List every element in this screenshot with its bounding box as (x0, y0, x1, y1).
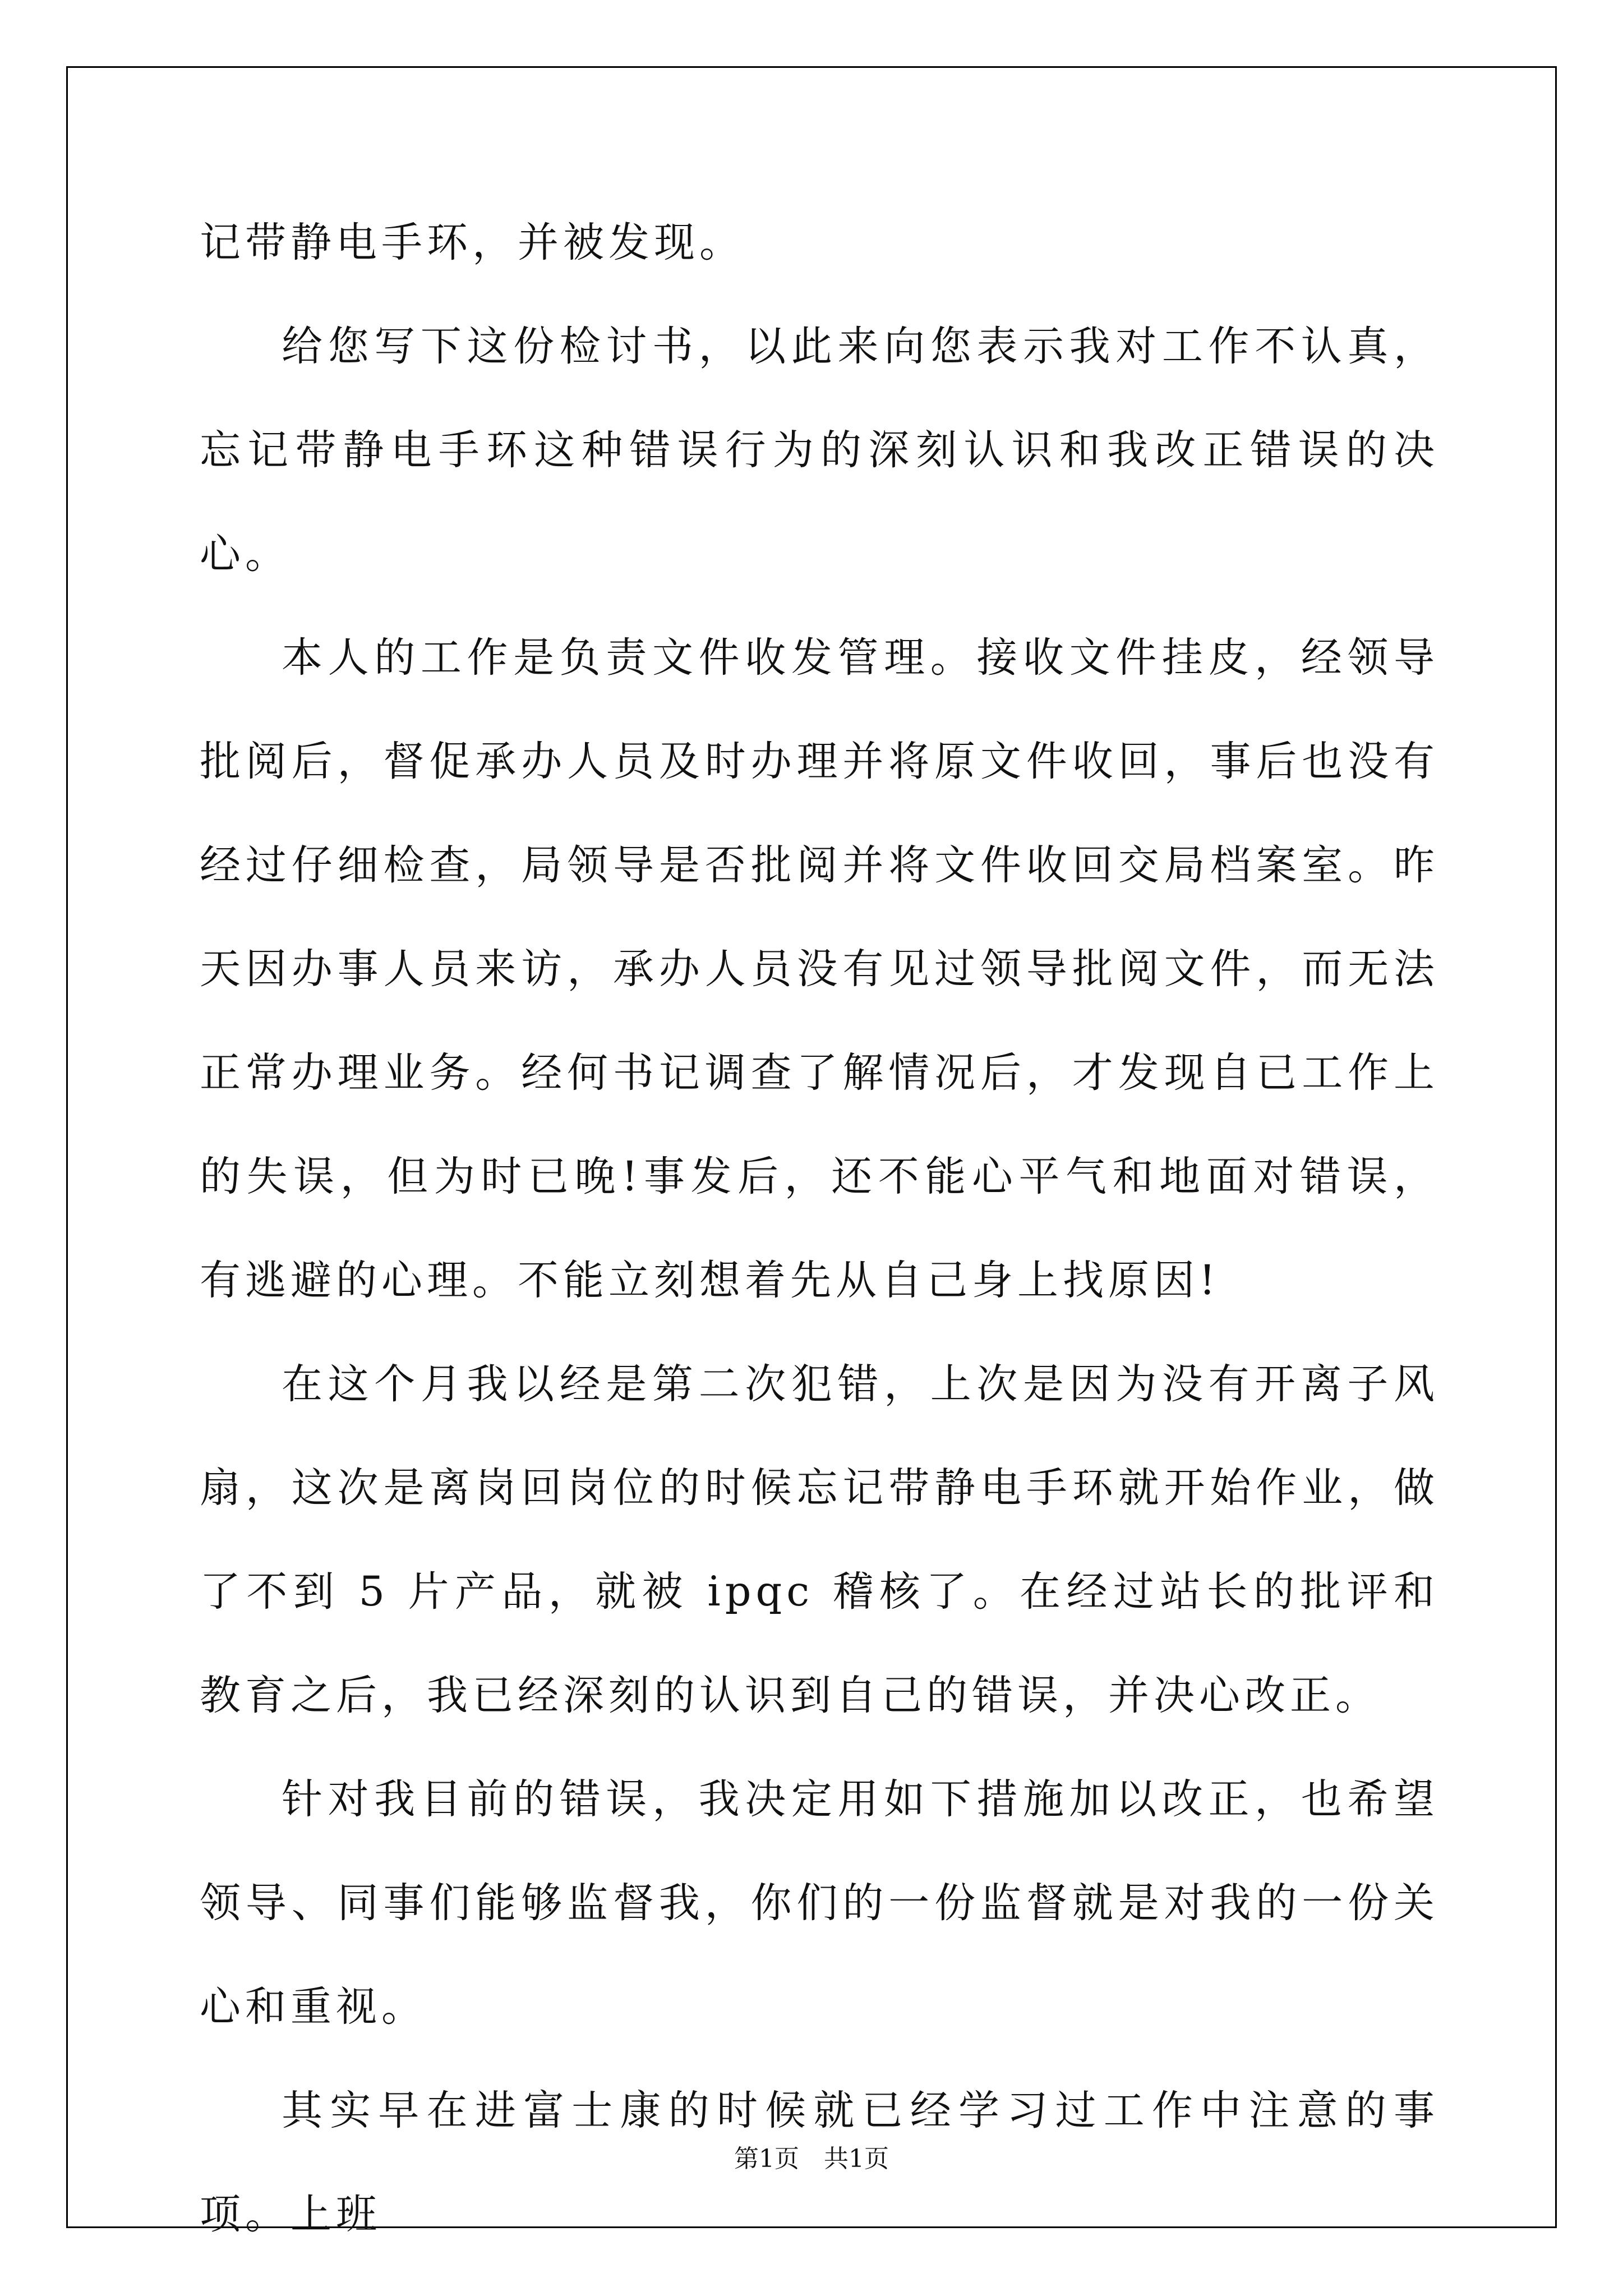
paragraph-5: 针对我目前的错误，我决定用如下措施加以改正，也希望领导、同事们能够监督我，你们的一份监督就是对我的一份关心和重视。 (200, 1775, 1439, 2031)
document-body (200, 191, 1439, 2266)
paragraph-6: 其实早在进富士康的时候就已经学习过工作中注意的事项。上班 (200, 2087, 1439, 2238)
paragraph-3: 本人的工作是负责文件收发管理。接收文件挂皮，经领导批阅后，督促承办人员及时办理并将原文件收回，事后也没有经过仔细检查，局领导是否批阅并将文件收回交局档案室。昨天因办事人员来访，承办人员没有见过领导批阅文件，而无法正常办理业务。经何书记调查了解情况后，才发现自已工作上的失误，但为时已晚!事发后，还不能心平气和地面对错误，有逃避的心理。不能立刻想着先从自己身上找原因! (200, 634, 1439, 1304)
paragraph-2: 给您写下这份检讨书，以此来向您表示我对工作不认真，忘记带静电手环这种错误行为的深刻认识和我改正错误的决心。 (200, 323, 1439, 578)
page-footer: 第1页 共1页 (734, 2145, 889, 2173)
paragraph-1: 记带静电手环，并被发现。 (200, 219, 745, 266)
paragraph-4: 在这个月我以经是第二次犯错，上次是因为没有开离子风扇，这次是离岗回岗位的时候忘记带静电手环就开始作业，做了不到 5 片产品，就被 ipqc 稽核了。在经过站长的批评和教育之后，我已经深刻的认识到自己的错误，并决心改正。 (200, 1360, 1439, 1719)
